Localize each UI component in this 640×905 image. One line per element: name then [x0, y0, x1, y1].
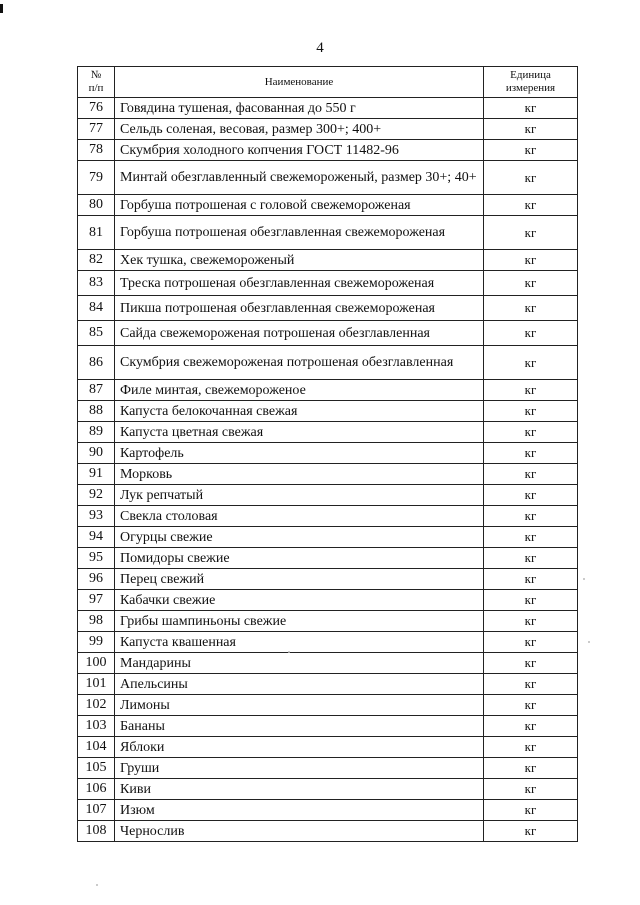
- row-unit: кг: [484, 422, 578, 443]
- row-name: Морковь: [115, 464, 484, 485]
- row-unit: кг: [484, 296, 578, 321]
- row-number: 83: [78, 271, 115, 296]
- row-number: 90: [78, 443, 115, 464]
- row-name: Яблоки: [115, 737, 484, 758]
- row-name: Апельсины: [115, 674, 484, 695]
- table-row: [78, 779, 578, 800]
- row-unit: кг: [484, 98, 578, 119]
- row-number: 82: [78, 250, 115, 271]
- table-row: [78, 674, 578, 695]
- row-number: 108: [78, 821, 115, 842]
- row-name: Капуста квашенная: [115, 632, 484, 653]
- row-unit: кг: [484, 321, 578, 346]
- row-unit: кг: [484, 380, 578, 401]
- row-name: Картофель: [115, 443, 484, 464]
- table-row: [78, 527, 578, 548]
- row-number: 84: [78, 296, 115, 321]
- row-name: Огурцы свежие: [115, 527, 484, 548]
- row-unit: кг: [484, 611, 578, 632]
- row-number: 105: [78, 758, 115, 779]
- table-row: [78, 590, 578, 611]
- row-unit: кг: [484, 590, 578, 611]
- row-number: 106: [78, 779, 115, 800]
- row-unit: кг: [484, 716, 578, 737]
- table-row: [78, 216, 578, 250]
- row-unit: кг: [484, 161, 578, 195]
- row-number: 92: [78, 485, 115, 506]
- row-number: 96: [78, 569, 115, 590]
- row-unit: кг: [484, 346, 578, 380]
- row-number: 86: [78, 346, 115, 380]
- row-name: Помидоры свежие: [115, 548, 484, 569]
- table-row: [78, 821, 578, 842]
- row-name: Груши: [115, 758, 484, 779]
- table-row: [78, 296, 578, 321]
- row-number: 99: [78, 632, 115, 653]
- row-name: Говядина тушеная, фасованная до 550 г: [115, 98, 484, 119]
- row-unit: кг: [484, 695, 578, 716]
- row-unit: кг: [484, 506, 578, 527]
- table-row: [78, 716, 578, 737]
- row-name: Пикша потрошеная обезглавленная свежемороженая: [115, 296, 484, 321]
- row-name: Сайда свежемороженая потрошеная обезглавленная: [115, 321, 484, 346]
- row-number: 103: [78, 716, 115, 737]
- row-number: 100: [78, 653, 115, 674]
- row-number: 76: [78, 98, 115, 119]
- row-name: Лук репчатый: [115, 485, 484, 506]
- table-row: [78, 119, 578, 140]
- header-unit-label: Единица измерения: [505, 69, 556, 94]
- table-row: [78, 321, 578, 346]
- table-row: [78, 758, 578, 779]
- row-unit: кг: [484, 250, 578, 271]
- row-number: 97: [78, 590, 115, 611]
- row-name: Кабачки свежие: [115, 590, 484, 611]
- row-name: Изюм: [115, 800, 484, 821]
- row-number: 91: [78, 464, 115, 485]
- row-name: Горбуша потрошеная обезглавленная свежемороженая: [115, 216, 484, 250]
- header-name: [115, 67, 484, 98]
- header-number-label: № п/п: [88, 69, 104, 94]
- row-unit: кг: [484, 443, 578, 464]
- row-number: 107: [78, 800, 115, 821]
- row-name: Филе минтая, свежемороженое: [115, 380, 484, 401]
- row-name: Киви: [115, 779, 484, 800]
- row-unit: кг: [484, 271, 578, 296]
- row-unit: кг: [484, 758, 578, 779]
- row-name: Сельдь соленая, весовая, размер 300+; 400+: [115, 119, 484, 140]
- scan-speck: [583, 578, 585, 580]
- scan-speck: [288, 651, 290, 653]
- row-name: Скумбрия холодного копчения ГОСТ 11482-96: [115, 140, 484, 161]
- scan-speck: [96, 884, 98, 886]
- row-unit: кг: [484, 548, 578, 569]
- row-name: Мандарины: [115, 653, 484, 674]
- row-unit: кг: [484, 779, 578, 800]
- row-name: Скумбрия свежемороженая потрошеная обезглавленная: [115, 346, 484, 380]
- table-row: [78, 195, 578, 216]
- row-number: 78: [78, 140, 115, 161]
- row-number: 93: [78, 506, 115, 527]
- table-row: [78, 443, 578, 464]
- row-name: Чернослив: [115, 821, 484, 842]
- row-name: Треска потрошеная обезглавленная свежемороженая: [115, 271, 484, 296]
- row-number: 101: [78, 674, 115, 695]
- header-number: [78, 67, 115, 98]
- table-row: [78, 653, 578, 674]
- table-row: [78, 800, 578, 821]
- row-unit: кг: [484, 632, 578, 653]
- table-row: [78, 737, 578, 758]
- row-unit: кг: [484, 140, 578, 161]
- table-row: [78, 346, 578, 380]
- row-unit: кг: [484, 216, 578, 250]
- table-row: [78, 611, 578, 632]
- row-number: 79: [78, 161, 115, 195]
- table-row: [78, 695, 578, 716]
- header-unit: [484, 67, 578, 98]
- table-row: [78, 271, 578, 296]
- table-row: [78, 401, 578, 422]
- row-unit: кг: [484, 119, 578, 140]
- scan-speck: [588, 641, 590, 643]
- row-unit: кг: [484, 569, 578, 590]
- row-name: Хек тушка, свежемороженый: [115, 250, 484, 271]
- row-unit: кг: [484, 195, 578, 216]
- row-number: 98: [78, 611, 115, 632]
- row-name: Капуста цветная свежая: [115, 422, 484, 443]
- table-row: [78, 464, 578, 485]
- row-name: Капуста белокочанная свежая: [115, 401, 484, 422]
- page-number: 4: [316, 40, 324, 56]
- row-unit: кг: [484, 527, 578, 548]
- row-name: Лимоны: [115, 695, 484, 716]
- table-header-row: [78, 67, 578, 98]
- row-unit: кг: [484, 464, 578, 485]
- row-unit: кг: [484, 737, 578, 758]
- table-row: [78, 422, 578, 443]
- row-unit: кг: [484, 401, 578, 422]
- row-name: Свекла столовая: [115, 506, 484, 527]
- row-number: 81: [78, 216, 115, 250]
- table-row: [78, 98, 578, 119]
- row-unit: кг: [484, 800, 578, 821]
- row-unit: кг: [484, 485, 578, 506]
- row-number: 94: [78, 527, 115, 548]
- row-number: 88: [78, 401, 115, 422]
- table-row: [78, 161, 578, 195]
- row-number: 85: [78, 321, 115, 346]
- row-name: Бананы: [115, 716, 484, 737]
- table-row: [78, 506, 578, 527]
- row-name: Грибы шампиньоны свежие: [115, 611, 484, 632]
- header-name-label: Наименование: [264, 75, 334, 88]
- row-unit: кг: [484, 653, 578, 674]
- table-row: [78, 569, 578, 590]
- table-row: [78, 380, 578, 401]
- row-number: 89: [78, 422, 115, 443]
- table-row: [78, 632, 578, 653]
- row-name: Перец свежий: [115, 569, 484, 590]
- row-number: 80: [78, 195, 115, 216]
- table-row: [78, 140, 578, 161]
- table-row: [78, 250, 578, 271]
- products-table: [77, 66, 578, 842]
- row-unit: кг: [484, 821, 578, 842]
- table-row: [78, 485, 578, 506]
- table-row: [78, 548, 578, 569]
- row-number: 87: [78, 380, 115, 401]
- row-name: Минтай обезглавленный свежемороженый, размер 30+; 40+: [115, 161, 484, 195]
- row-unit: кг: [484, 674, 578, 695]
- row-number: 102: [78, 695, 115, 716]
- row-number: 104: [78, 737, 115, 758]
- scan-edge-mark: [0, 4, 3, 13]
- row-number: 95: [78, 548, 115, 569]
- row-number: 77: [78, 119, 115, 140]
- row-name: Горбуша потрошеная с головой свежемороженая: [115, 195, 484, 216]
